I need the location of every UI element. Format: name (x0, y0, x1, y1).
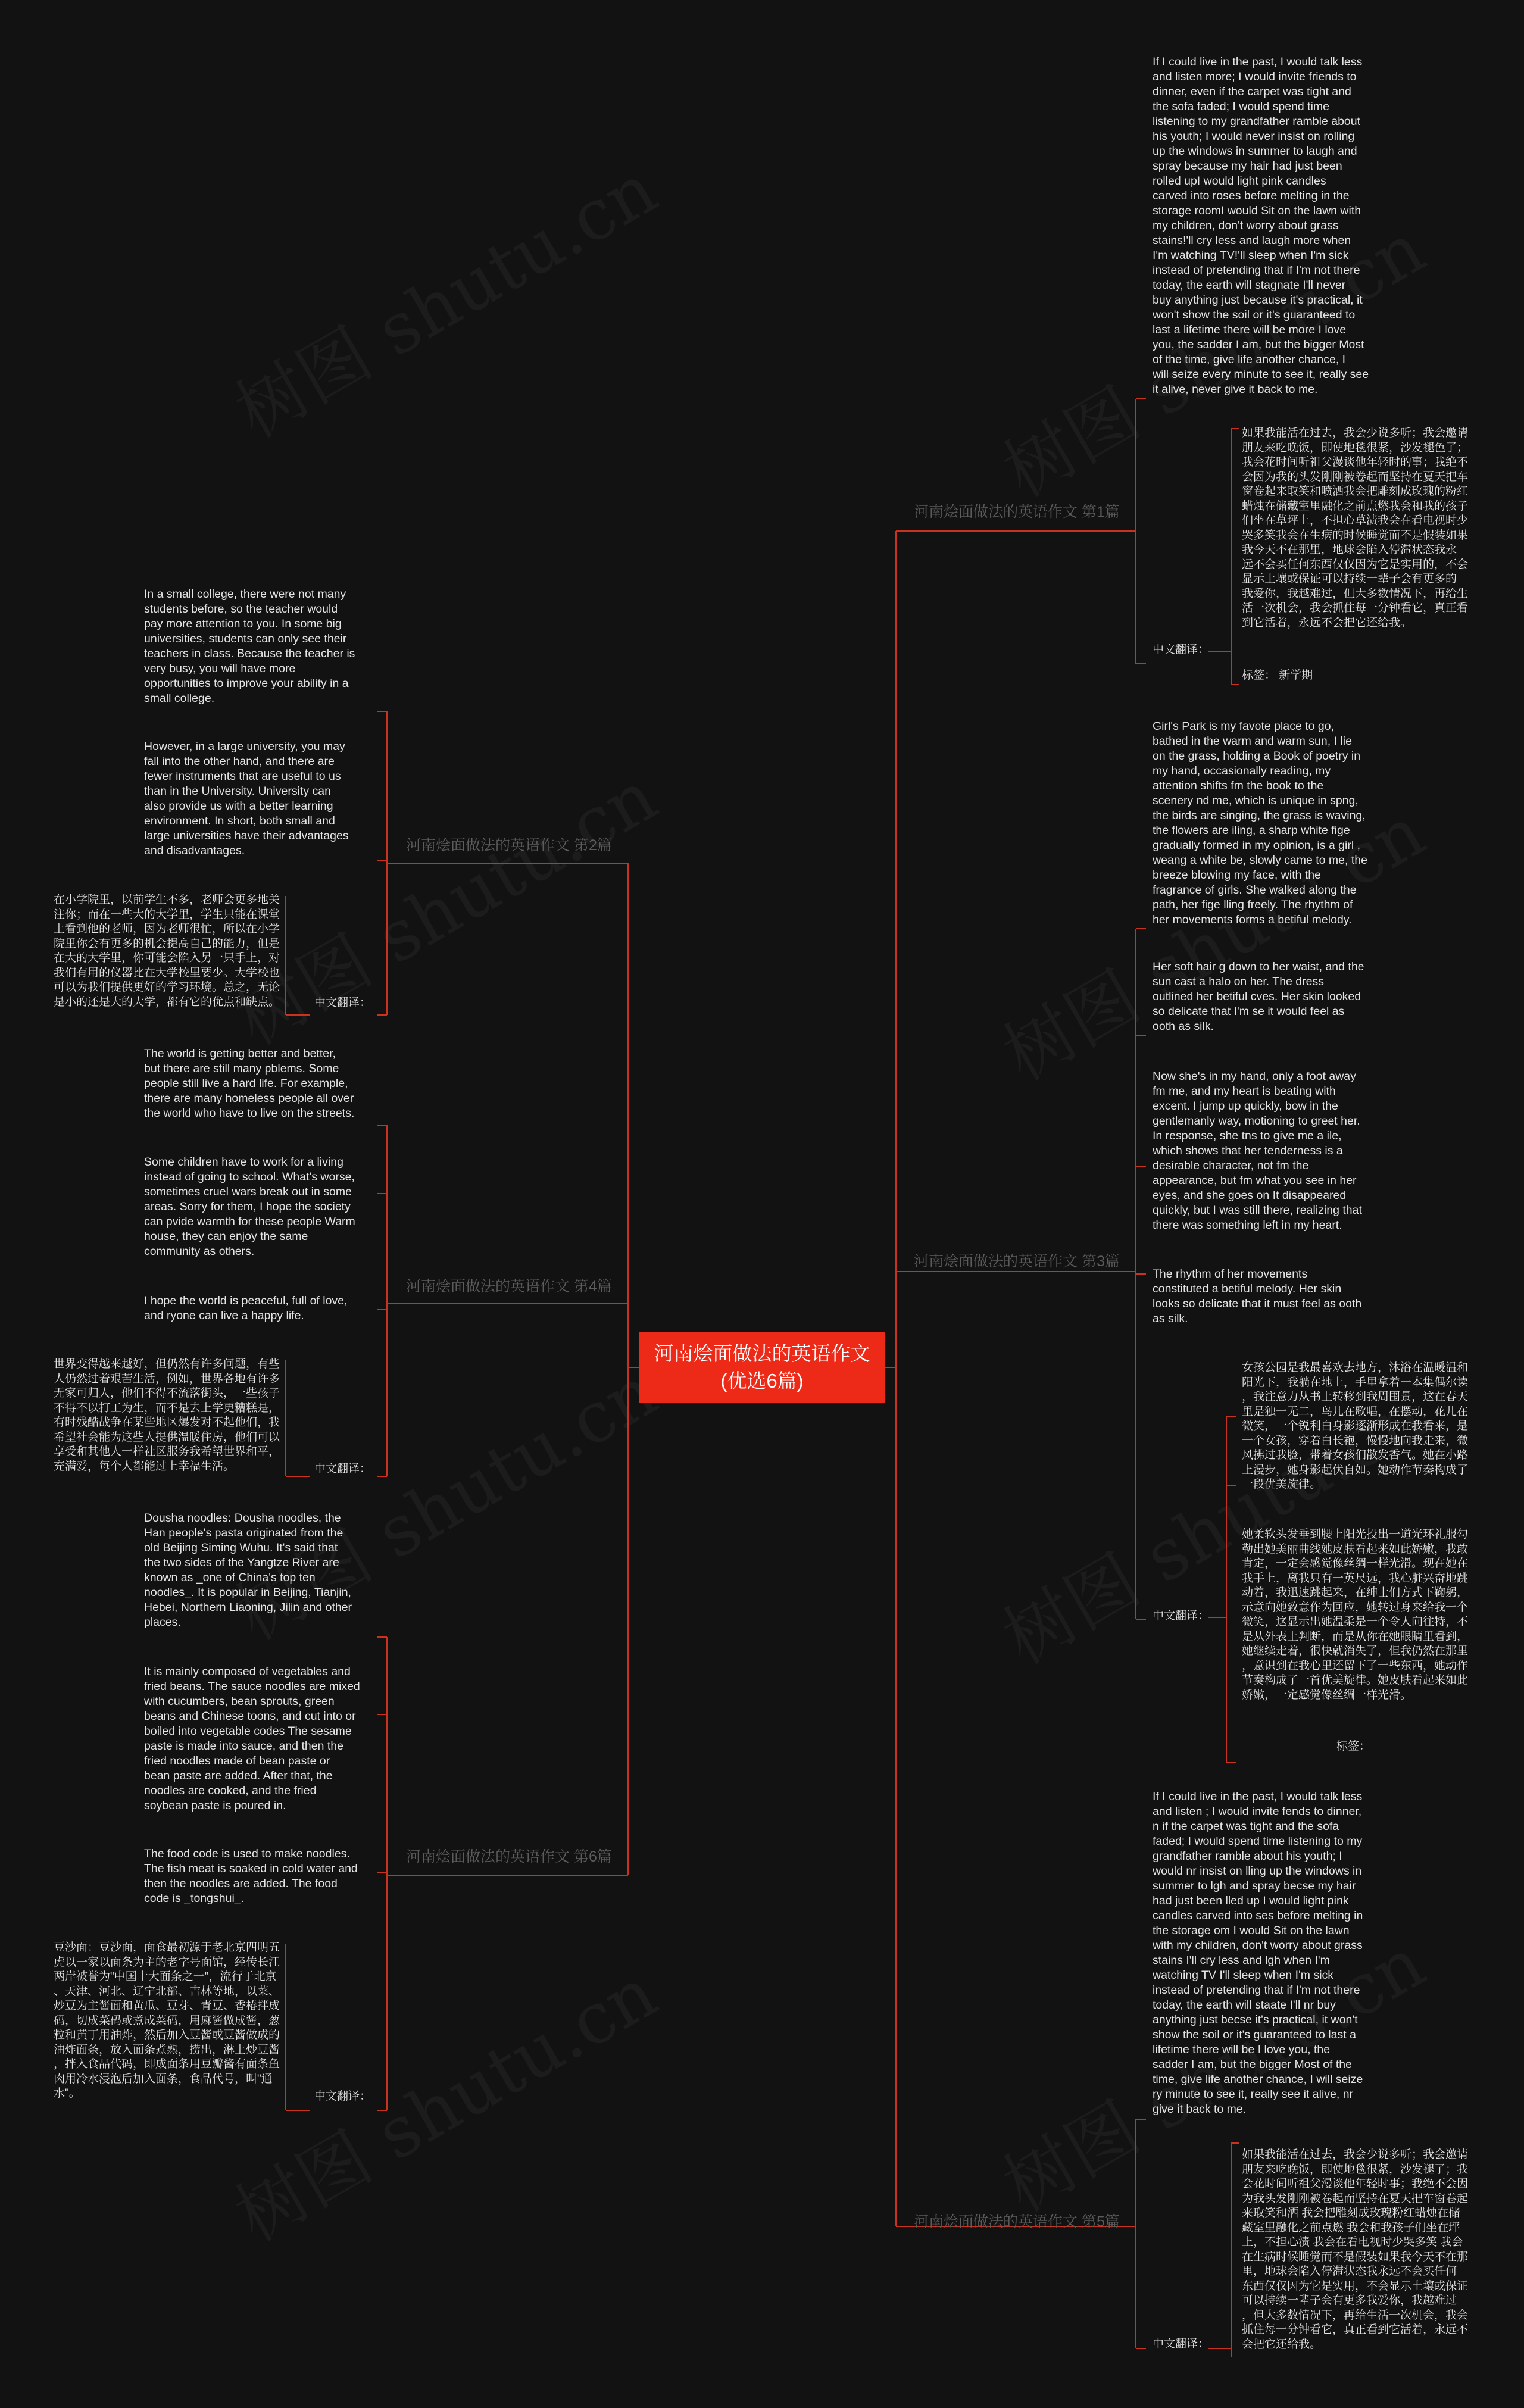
branch-label-5[interactable]: 河南烩面做法的英语作文 第5篇 (914, 2213, 1120, 2230)
b6-english-text-3[interactable]: The food code is used to make noodles. The fish meat is soaked in cold water and then the noodles are added. The food code is _tongshui_. (144, 1847, 358, 1905)
branch-label-3[interactable]: 河南烩面做法的英语作文 第3篇 (914, 1253, 1120, 1270)
b3-translation-label[interactable]: 中文翻译： (1153, 1610, 1210, 1622)
b6-chinese-text[interactable]: 豆沙面：豆沙面，面食最初源于老北京四明五 虎以一家以面条为主的老字号面馆，经传长江 两岸被誉为"中国十大面条之一"，流行于北京 、天津、河北、辽宁北部、吉林等地，以菜、 炒豆为主酱面和黄瓜、豆芽、青豆、香椿拌成 码，切成菜码或煮成菜码，用麻酱做成酱，葱 粒和黄丁用油炸，然后加入豆酱或豆酱做成的 油炸面条，放入面条煮熟，捞出，淋上炒豆酱 ，拌入食品代码，即成面条用豆瓣酱有面条鱼 肉用冷水浸泡后加入面条，食品代号，叫"通 水"。 (54, 1941, 280, 2100)
b3-english-text-4[interactable]: The rhythm of her movements constituted a betiful melody. Her skin looks so delicate that it must feel as ooth as silk. (1153, 1267, 1362, 1325)
b3-english-text-1[interactable]: Girl's Park is my favote place to go, bathed in the warm and warm sun, I lie on the grass, holding a Book of poetry in my hand, occasionally reading, my attention shifts fm the book to the scenery nd me, which is unique in spng, the birds are singing, the grass is waving, the flowers are iling, a sharp white fige gradually formed in my opinion, is a girl , weang a white be, slowly came to me, the breeze blowing my face, with the fragrance of girls. She walked along the path, her fige lling freely. The rhythm of her movements forms a betiful melody. (1153, 720, 1367, 926)
b3-english-text-2[interactable]: Her soft hair g down to her waist, and the sun cast a halo on her. The dress outlined her betiful cves. Her skin looked so delicate that I'm se it would feel as ooth as silk. (1153, 960, 1364, 1033)
b5-translation-label[interactable]: 中文翻译： (1153, 2338, 1210, 2350)
b3-chinese-text-2[interactable]: 她柔软头发垂到腰上阳光投出一道光环礼服勾 勒出她美丽曲线她皮肤看起来如此娇嫩，我敢 肯定，一定会感觉像丝绸一样光滑。现在她在 我手上，离我只有一英尺远，我心脏兴奋地跳 动着，我迅速跳起来，在绅士们方式下鞠躬， 示意向她致意作为回应，她转过身来给我一个 微笑，这显示出她温柔是一个令人向往特，不 是从外表上判断，而是从你在她眼睛里看到， 她继续走着，很快就消失了，但我仍然在那里 ，意识到在我心里还留下了一些东西，她动作 节奏构成了一首优美旋律。她皮肤看起来如此 娇嫩，一定感觉像丝绸一样光滑。 (1242, 1528, 1469, 1701)
b4-translation-label[interactable]: 中文翻译： (314, 1463, 371, 1475)
b3-chinese-text-1[interactable]: 女孩公园是我最喜欢去地方，沐浴在温暖温和 阳光下，我躺在地上，手里拿着一本集偶尔读 ，我注意力从书上转移到我周围景，这在春天 里是独一无二，鸟儿在歌唱，在摆动，花儿在 微笑，一个锐利白身影逐渐形成在我看来，是 一个女孩，穿着白长袍，慢慢地向我走来，微 风拂过我脸，带着女孩们散发香气。她在小路 上漫步，她身影起伏自如。她动作节奏构成了 一段优美旋律。 (1242, 1361, 1469, 1491)
branch-label-4[interactable]: 河南烩面做法的英语作文 第4篇 (406, 1278, 612, 1295)
b1-english-text[interactable]: If I could live in the past, I would talk less and listen more; I would invite friends to dinner, even if the carpet was tight and the sofa faded; I would spend time listening to my grandfather ramble about his youth; I would never insist on rolling up the windows in summer to laugh and spray because my hair had just been rolled upI would light pink candles carved into roses before melting in the storage roomI would Sit on the lawn with my children, don't worry about grass stains!'ll cry less and laugh more when I'm watching TV!'ll sleep when I'm sick instead of pretending that if I'm not there today, the earth will stagnate I'll never buy anything just because it's practical, it won't show the soil or it's guaranteed to last a lifetime there will be more I love you, the sadder I am, but the bigger Most of the time, give life another chance, I will seize every minute to see it, really see it alive, never give it back to me. (1153, 55, 1369, 396)
b2-english-text-1[interactable]: In a small college, there were not many students before, so the teacher would pay more attention to you. In some big universities, students can only see their teachers in class. Because the teacher is very busy, you will have more opportunities to improve your ability in a small college. (144, 588, 355, 705)
link-b1-cn (1208, 429, 1239, 685)
b4-english-text-1[interactable]: The world is getting better and better, but there are still many pblems. Some people still live a hard life. For example, there are many homeless people all over the world who have to live on the streets. (144, 1047, 355, 1120)
branch-label-1[interactable]: 河南烩面做法的英语作文 第1篇 (914, 504, 1120, 520)
b2-chinese-text[interactable]: 在小学院里，以前学生不多，老师会更多地关 注你；而在一些大的大学里，学生只能在课堂 上看到他的老师，因为老师很忙，所以在小学 院里你会有更多的机会提高自己的能力，但是 在大的大学里，你可能会陷入另一只手上，对 我们有用的仪器比在大学校里要少。大学校也 可以为我们提供更好的学习环境。总之，无论 是小的还是大的大学，都有它的优点和缺点。 (54, 894, 280, 1008)
b5-english-text[interactable]: If I could live in the past, I would talk less and listen ; I would invite fends to dinner, n if the carpet was tight and the sofa faded; I would spend time listening to my grandfather ramble about his youth; I would nr insist on lling up the windows in summer to lgh and spray becse my hair had just been lled up I would light pink candles carved into ses before melting in the storage om I would Sit on the lawn with my children, don't worry about grass stains I'll cry less and lgh when I'm watching TV I'll sleep when I'm sick instead of pretending that if I'm not there today, the earth will staate I'll nr buy anything just becse it's practical, it won't show the soil or it's guaranteed to last a lifetime there will be I love you, the sadder I am, but the bigger Most of the time, give life another chance, I will seize ry minute to see it, really see it alive, nr give it back to me. (1153, 1790, 1363, 2116)
b1-tag[interactable]: 标签： 新学期 (1242, 669, 1313, 682)
branch-label-6[interactable]: 河南烩面做法的英语作文 第6篇 (406, 1848, 612, 1865)
branch-label-2[interactable]: 河南烩面做法的英语作文 第2篇 (406, 837, 612, 854)
b4-chinese-text[interactable]: 世界变得越来越好，但仍然有许多问题，有些 人仍然过着艰苦生活，例如，世界各地有许多 无家可归人，他们不得不流落街头，一些孩子 不得不以打工为生，而不是去上学更糟糕是， 有时残酷战争在某些地区爆发对不起他们，我 希望社会能为这些人提供温暖住房，他们可以 享受和其他人一样社区服务我希望世界和平， 充满爱，每个人都能过上幸福生活。 (54, 1358, 280, 1473)
b2-translation-label[interactable]: 中文翻译： (314, 997, 371, 1009)
b6-english-text-1[interactable]: Dousha noodles: Dousha noodles, the Han people's pasta originated from the old Beijing Siming Wuhu. It's said that the two sides of the Yangtze River are known as _one of China's top ten noodles_. It is popular in Beijing, Tianjin, Hebei, Northern Liaoning, Jilin and other places. (144, 1511, 352, 1629)
link-b5-cn (1208, 2143, 1239, 2357)
link-b3-cn (1208, 1417, 1236, 1762)
b1-translation-label[interactable]: 中文翻译： (1153, 644, 1210, 656)
b5-chinese-text[interactable]: 如果我能活在过去，我会少说多听；我会邀请 朋友来吃晚饭，即使地毯很紧，沙发褪了；我 会花时间听祖父漫谈他年轻时事；我绝不会因 为我头发刚刚被卷起而坚持在夏天把车窗卷起 来取笑和洒 我会把雕刻成玫瑰粉红蜡烛在储 藏室里融化之前点燃 我会和我孩子们坐在坪 上，不担心渍 我会在看电视时少哭多笑 我会 在生病时候睡觉而不是假装如果我今天不在那 里，地球会陷入停滞状态我永远不会买任何 东西仅仅因为它是实用，不会显示土壤或保证 可以持续一辈子会有更多我爱你，我越难过 ，但大多数情况下，再给生活一次机会，我会 抓住每一分钟看它，真正看到它活着，永远不 会把它还给我。 (1242, 2148, 1469, 2351)
b1-chinese-text[interactable]: 如果我能活在过去，我会少说多听；我会邀请 朋友来吃晚饭，即使地毯很紧，沙发褪色了； 我会花时间听祖父漫谈他年轻时的事；我绝不 会因为我的头发刚刚被卷起而坚持在夏天把车 窗卷起来取笑和喷洒我会把雕刻成玫瑰的粉红 蜡烛在储藏室里融化之前点燃我会和我的孩子 们坐在草坪上，不担心草渍我会在看电视时少 哭多笑我会在生病的时候睡觉而不是假装如果 我今天不在那里，地球会陷入停滞状态我永 远不会买任何东西仅仅因为它是实用的，不会 显示土壤或保证可以持续一辈子会有更多的 我爱你，我越难过，但大多数情况下，再给生 活一次机会，我会抓住每一分钟看它，真正看 到它活着，永远不会把它还给我。 (1242, 427, 1469, 629)
b6-english-text-2[interactable]: It is mainly composed of vegetables and fried beans. The sauce noodles are mixed with cucumbers, bean sprouts, green beans and Chinese toons, and cut into or boiled into vegetable codes The sesame paste is made into sauce, and then the fried noodles made of bean paste or bean paste are added. After that, the noodles are cooked, and the fried soybean paste is poured in. (144, 1665, 360, 1812)
b2-english-text-2[interactable]: However, in a large university, you may fall into the other hand, and there are fewer instruments that are useful to us than in the University. University can also provide us with a better learning environment. In short, both small and large universities have their advantages and disadvantages. (144, 740, 349, 857)
b4-english-text-3[interactable]: I hope the world is peaceful, full of love, and ryone can live a happy life. (144, 1294, 348, 1322)
b6-translation-label[interactable]: 中文翻译： (314, 2090, 371, 2103)
root-topic[interactable]: 河南烩面做法的英语作文(优选6篇) (639, 1332, 885, 1403)
b4-english-text-2[interactable]: Some children have to work for a living instead of going to school. What's worse, sometimes cruel wars break out in some areas. Sorry for them, I hope the society can pvide warmth for these people Warm house, they can enjoy the same community as others. (144, 1155, 355, 1258)
b3-tag[interactable]: 标签： (1336, 1740, 1371, 1753)
b3-english-text-3[interactable]: Now she's in my hand, only a foot away fm me, and my heart is beating with excent. I jump up quickly, bow in the gentlemanly way, motioning to greet her. In response, she tns to give me a ile, which shows that her tenderness is a desirable character, not fm the appearance, but fm what you see in her eyes, and she goes on It disappeared quickly, but I was still there, realizing that there was something left in my heart. (1153, 1070, 1362, 1232)
